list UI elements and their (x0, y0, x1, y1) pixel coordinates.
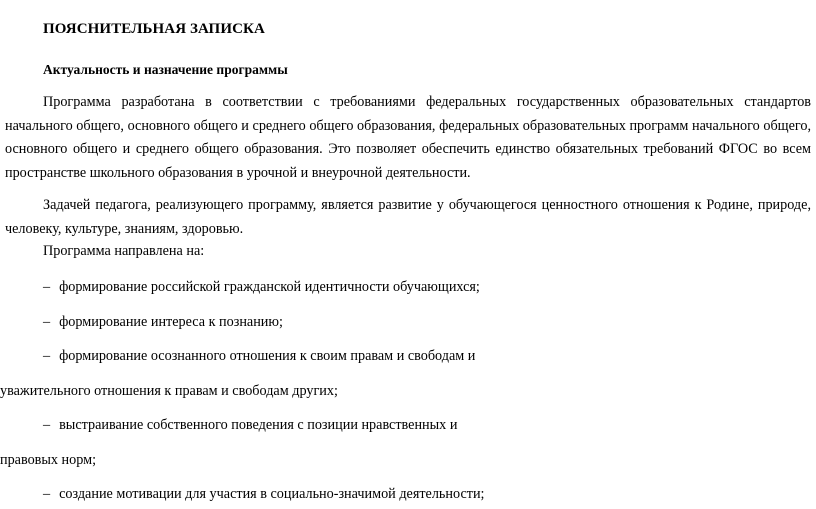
list-item-text: формирование интереса к познанию; (59, 314, 283, 330)
list-item-text: формирование осознанного отношения к своим правам и свободам и (59, 348, 476, 364)
dash-marker: – (43, 486, 51, 502)
dash-marker: – (43, 279, 51, 295)
document-title: ПОЯСНИТЕЛЬНАЯ ЗАПИСКА (43, 21, 265, 37)
list-item-text: выстраивание собственного поведения с позиции нравственных и (59, 417, 458, 433)
list-item (43, 417, 457, 434)
list-item-continuation: уважительного отношения к правам и свободам других; (0, 383, 338, 399)
dash-marker: – (43, 348, 51, 364)
list-item-continuation: правовых норм; (0, 452, 97, 468)
list-item-text: создание мотивации для участия в социально-значимой деятельности; (59, 486, 485, 502)
dash-marker: – (43, 314, 51, 330)
list-item (43, 279, 480, 296)
list-item (43, 486, 484, 503)
list-item (43, 348, 475, 365)
list-item-text: формирование российской гражданской идентичности обучающихся; (59, 279, 480, 295)
section-heading: Актуальность и назначение программы (43, 62, 288, 77)
paragraph-teacher-task: Задачей педагога, реализующего программу, является развитие у обучающегося ценностного отношения к Родине, природе, человеку, культуре, знаниям, здоровью. (5, 197, 811, 237)
list-item (43, 314, 283, 331)
list-intro: Программа направлена на: (43, 243, 205, 259)
paragraph-program-basis: Программа разработана в соответствии с требованиями федеральных государственных образовательных стандартов начального общего, основного общего и среднего общего образования, федеральных образовательных программ начального общего, основного общего и среднего общего образования. Это позволяет обеспечить единство обязательных требований ФГОС во всем пространстве школьного образования в урочной и внеурочной деятельности. (5, 94, 811, 181)
dash-marker: – (43, 417, 51, 433)
